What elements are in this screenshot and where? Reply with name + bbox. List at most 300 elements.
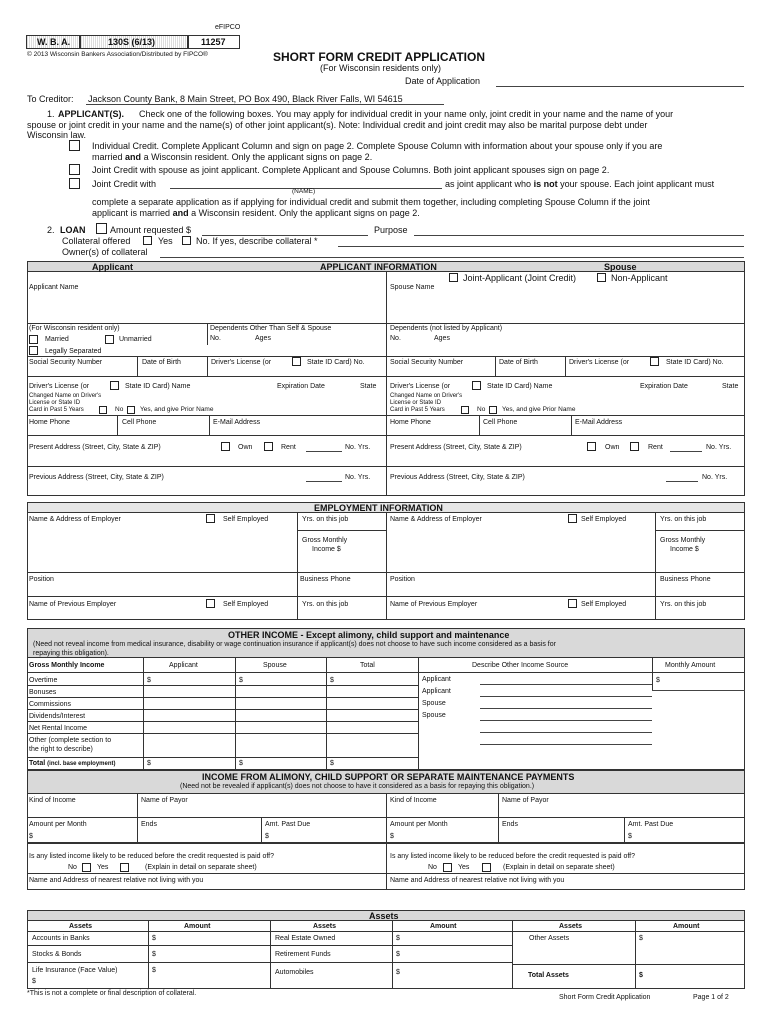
assets-col-head: Assets [313, 923, 336, 930]
row-line [27, 931, 745, 932]
creditor-value: Jackson County Bank, 8 Main Street, PO Box 490, Black River Falls, WI 54615 [88, 94, 403, 104]
sp-self-employed-checkbox[interactable] [568, 514, 577, 523]
col-line [143, 658, 144, 770]
prev-yrs-job-label: Yrs. on this job [302, 601, 349, 608]
asset-dollar: $ [396, 951, 400, 958]
section-num-2: 2. [47, 225, 55, 235]
row-line [27, 572, 745, 573]
rent-label: Rent [281, 444, 296, 451]
employment-band [27, 502, 745, 513]
footer-form-name: Short Form Credit Application [559, 994, 651, 1001]
assets-band [27, 910, 745, 921]
collateral-no-checkbox[interactable] [182, 236, 191, 245]
opt3-b3: your spouse. Each joint applicant must [560, 179, 715, 189]
alimony-dollar: $ [390, 833, 394, 840]
row-line [655, 530, 745, 531]
total-assets-dollar: $ [639, 972, 643, 979]
sp-changed-no-checkbox[interactable] [461, 406, 469, 414]
asset-accounts: Accounts in Banks [32, 935, 90, 942]
applicants-intro: Check one of the following boxes. You may apply for individual credit in your name only, joint credit in your name and the name of your [139, 109, 674, 119]
sp-ends-label: Ends [502, 821, 518, 828]
sp-gross-label-1: Gross Monthly [660, 537, 706, 544]
reduced-yes-checkbox[interactable] [120, 863, 129, 872]
amount-col-head: Amount [673, 923, 700, 930]
sp-kind-label: Kind of Income [390, 797, 437, 804]
amount-requested-checkbox[interactable] [96, 223, 107, 234]
kind-label: Kind of Income [29, 797, 76, 804]
oi-src-field[interactable] [480, 684, 652, 685]
sp-prev-years-label: No. Yrs. [702, 474, 728, 481]
row-line [27, 356, 745, 357]
row-line [27, 873, 745, 874]
sp-state-id-name-label: State ID Card) Name [487, 383, 553, 390]
other-income-header [27, 628, 745, 658]
oi-total-word: Total [29, 760, 46, 767]
oi-src-applicant: Applicant [422, 676, 451, 683]
years-field[interactable] [306, 451, 342, 452]
relative-label: Name and Address of nearest relative not living with you [29, 877, 204, 884]
oi-src-field[interactable] [480, 720, 652, 721]
oi-dollar: $ [147, 760, 151, 767]
sp-yrs-job-label: Yrs. on this job [660, 516, 707, 523]
sp-dob-label: Date of Birth [499, 359, 538, 366]
date-label: Date of Application [405, 76, 481, 86]
collateral-footnote: *This is not a complete or final description of collateral. [27, 990, 197, 997]
oi-total-note: (incl. base employment) [47, 761, 116, 767]
applicants-intro-2: spouse or joint credit in your name and the name(s) of other joint applicant(s). Note: Individual credit and joint credit may also be marital purpose debt under [27, 120, 648, 130]
sp-prev-years-field[interactable] [666, 481, 698, 482]
joint-other-checkbox[interactable] [69, 178, 80, 189]
opt3-d2: and [172, 208, 189, 218]
changed-name-2: License or State ID [29, 400, 81, 406]
changed-name-1: Changed Name on Driver's [29, 393, 102, 399]
asset-automobiles: Automobiles [275, 969, 314, 976]
joint-applicant-checkbox[interactable] [449, 273, 458, 282]
row-line [27, 672, 745, 673]
applicant-name-label: Applicant Name [29, 284, 79, 291]
applicants-heading: APPLICANT(S). [58, 109, 124, 119]
opt-individual-2 [92, 153, 372, 162]
sp-relative-label: Name and Address of nearest relative not living with you [390, 877, 565, 884]
employer-label: Name & Address of Employer [29, 516, 121, 523]
oi-src-spouse: Spouse [422, 712, 446, 719]
yrs-job-label: Yrs. on this job [302, 516, 349, 523]
col-line [137, 794, 138, 842]
sp-payor-label: Name of Payor [502, 797, 549, 804]
code-box [188, 35, 240, 49]
purpose-label: Purpose [374, 225, 408, 235]
oi-monthly-head: Monthly Amount [665, 662, 716, 669]
row-line [27, 323, 745, 324]
prev-self-employed-label: Self Employed [223, 601, 269, 608]
collateral-yes-checkbox[interactable] [143, 236, 152, 245]
sp-previous-address-label: Previous Address (Street, City, State & ZIP) [390, 474, 525, 481]
oi-total-head: Total [360, 662, 375, 669]
dependents-no: No. [210, 335, 221, 342]
oi-src-field[interactable] [480, 744, 652, 745]
state-id-name-label: State ID Card) Name [125, 383, 191, 390]
sp-home-phone-label: Home Phone [390, 419, 431, 426]
oi-src-field[interactable] [480, 708, 652, 709]
dependents-label: Dependents Other Than Self & Spouse [210, 325, 332, 332]
own-label: Own [238, 444, 253, 451]
row-line [27, 697, 418, 698]
alimony-dollar: $ [628, 833, 632, 840]
amt-month-label: Amount per Month [29, 821, 87, 828]
legally-separated-label: Legally Separated [45, 348, 102, 355]
form-title: SHORT FORM CREDIT APPLICATION [273, 50, 485, 64]
prev-years-field[interactable] [306, 481, 342, 482]
asset-retirement: Retirement Funds [275, 951, 331, 958]
reduced-label: Is any listed income likely to be reduced before the credit requested is paid off? [29, 853, 275, 860]
self-employed-checkbox[interactable] [206, 514, 215, 523]
sp-past-due-label: Amt. Past Due [628, 821, 674, 828]
married-checkbox[interactable] [29, 335, 38, 344]
purpose-field[interactable] [414, 235, 744, 236]
col-line [652, 658, 653, 690]
prev-self-employed-checkbox[interactable] [206, 599, 215, 608]
opt-individual: Individual Credit. Complete Applicant Column and sign on page 2. Complete Spouse Column with information about your spouse only if you are [92, 141, 663, 151]
sp-changed-name-3: Card in Past 5 Years [390, 407, 445, 413]
sp-business-phone-label: Business Phone [660, 576, 711, 583]
oi-monthly-line [652, 690, 745, 691]
unmarried-checkbox[interactable] [105, 335, 114, 344]
sp-reduced-no-checkbox[interactable] [443, 863, 452, 872]
applicant-info-band [27, 261, 745, 272]
opt3-d1: applicant is married [92, 208, 171, 218]
asset-dollar: $ [396, 969, 400, 976]
creditor-label: To Creditor: [27, 94, 74, 104]
asset-dollar: $ [639, 935, 643, 942]
ends-label: Ends [141, 821, 157, 828]
row-line [27, 817, 745, 818]
sp-prev-yrs-job-label: Yrs. on this job [660, 601, 707, 608]
row-line [27, 709, 418, 710]
sp-reduced-yes-checkbox[interactable] [482, 863, 491, 872]
sp-dl-state-id-checkbox[interactable] [650, 357, 659, 366]
asset-dollar: $ [152, 967, 156, 974]
alimony-note: (Need not be revealed if applicant(s) does not choose to have it considered as a basis for repaying this obligation.) [180, 783, 535, 790]
asset-dollar: $ [396, 935, 400, 942]
amount-col-head: Amount [430, 923, 457, 930]
opt-joint-other-c: complete a separate application as if applying for individual credit and submit them together, including completing Spouse Column if the joint [92, 197, 650, 207]
assets-title: Assets [369, 911, 399, 921]
alimony-header [27, 770, 745, 794]
sp-dependents-label: Dependents (not listed by Applicant) [390, 325, 503, 332]
changed-yes-label: Yes, and give Prior Name [140, 406, 214, 413]
sp-gross-label-2: Income $ [670, 546, 699, 553]
past-due-label: Amt. Past Due [265, 821, 311, 828]
sp-state-label: State [722, 383, 739, 390]
collateral-label: Collateral offered [62, 236, 131, 246]
sp-dl-label: Driver's License (or [569, 359, 630, 366]
col-line [137, 356, 138, 376]
unmarried-label: Unmarried [119, 336, 152, 343]
individual-credit-checkbox[interactable] [69, 140, 80, 151]
rent-checkbox[interactable] [264, 442, 273, 451]
other-income-title: OTHER INCOME - Except alimony, child support and maintenance [228, 630, 510, 640]
creditor-line [86, 104, 444, 105]
sp-state-id-label: State ID Card) No. [666, 359, 724, 366]
form-subtitle: (For Wisconsin residents only) [320, 63, 442, 73]
opt-joint-other-b [445, 180, 714, 189]
sp-dl2-checkbox[interactable] [472, 381, 481, 390]
own-checkbox[interactable] [221, 442, 230, 451]
col-line [565, 356, 566, 376]
oi-spouse-head: Spouse [263, 662, 287, 669]
row-line [512, 964, 745, 965]
state-id-label: State ID Card) No. [307, 359, 365, 366]
spouse-col-head: Spouse [604, 262, 637, 272]
sp-years-field[interactable] [670, 451, 702, 452]
sp-changed-name-2: License or State ID [390, 400, 442, 406]
self-employed-label: Self Employed [223, 516, 269, 523]
opt1-and: and [125, 152, 142, 162]
col-line [207, 356, 208, 376]
explain-label: (Explain in detail on separate sheet) [145, 864, 257, 871]
opt-joint-spouse: Joint Credit with spouse as joint applicant. Complete Applicant and Spouse Columns. Both joint applicant spouses sign on page 2. [92, 165, 610, 175]
oi-applicant-head: Applicant [169, 662, 198, 669]
prev-employer-label: Name of Previous Employer [29, 601, 117, 608]
asset-other: Other Assets [529, 935, 570, 942]
sp-explain-label: (Explain in detail on separate sheet) [503, 864, 615, 871]
gross-label-2: Income $ [312, 546, 341, 553]
sp-prev-employer-label: Name of Previous Employer [390, 601, 478, 608]
oi-dollar: $ [330, 677, 334, 684]
oi-src-field[interactable] [480, 696, 652, 697]
form-number-box [80, 35, 188, 49]
sp-rent-label: Rent [648, 444, 663, 451]
reduced-no: No [68, 864, 77, 871]
sp-dl2-label: Driver's License (or [390, 383, 451, 390]
total-assets-label: Total Assets [528, 972, 569, 979]
oi-dollar: $ [147, 677, 151, 684]
row-line [27, 596, 745, 597]
opt3-b1: as joint applicant who [445, 179, 532, 189]
ssn-label: Social Security Number [29, 359, 103, 366]
col-line [117, 415, 118, 435]
business-phone-label: Business Phone [300, 576, 351, 583]
opt-joint-other-d [92, 209, 420, 218]
sp-dependents-ages: Ages [434, 335, 450, 342]
non-applicant-label: Non-Applicant [611, 273, 668, 283]
collateral-no: No. If yes, describe collateral * [196, 236, 318, 246]
oi-row-other-1: Other (complete section to [29, 737, 112, 744]
sp-own-label: Own [605, 444, 620, 451]
assets-col-head: Assets [559, 923, 582, 930]
row-line [27, 685, 418, 686]
oi-row-commissions: Commissions [29, 701, 72, 708]
state-label: State [360, 383, 377, 390]
asset-real-estate: Real Estate Owned [275, 935, 336, 942]
row-line [27, 435, 745, 436]
col-line [498, 794, 499, 842]
reduced-no-checkbox[interactable] [82, 863, 91, 872]
opt1-married: married [92, 152, 123, 162]
sp-position-label: Position [390, 576, 415, 583]
asset-dollar: $ [152, 951, 156, 958]
form-number: 130S (6/13) [108, 37, 156, 47]
row-line [27, 721, 418, 722]
changed-no-label: No [115, 406, 124, 413]
efipco-mark: eFIPCO [215, 24, 241, 31]
sp-rent-checkbox[interactable] [630, 442, 639, 451]
sp-changed-no-label: No [477, 406, 486, 413]
spouse-name-label: Spouse Name [390, 284, 435, 291]
dl-label: Driver's License (or [211, 359, 272, 366]
sp-expiration-label: Expiration Date [640, 383, 688, 390]
sp-present-address-label: Present Address (Street, City, State & ZIP) [390, 444, 522, 451]
col-line [261, 817, 262, 842]
col-line [624, 817, 625, 842]
col-line [418, 658, 419, 770]
applicants-intro-3: Wisconsin law. [27, 130, 87, 140]
oi-src-applicant: Applicant [422, 688, 451, 695]
applicant-info-title: APPLICANT INFORMATION [320, 262, 437, 272]
sp-years-label: No. Yrs. [706, 444, 732, 451]
present-address-label: Present Address (Street, City, State & ZIP) [29, 444, 161, 451]
gross-label-1: Gross Monthly [302, 537, 348, 544]
cell-phone-label: Cell Phone [122, 419, 157, 426]
previous-address-label: Previous Address (Street, City, State & ZIP) [29, 474, 164, 481]
row-line [27, 962, 512, 963]
changed-yes-checkbox[interactable] [127, 406, 135, 414]
owners-label: Owner(s) of collateral [62, 247, 148, 257]
legally-separated-checkbox[interactable] [29, 346, 38, 355]
oi-src-spouse: Spouse [422, 700, 446, 707]
amount-col-head: Amount [184, 923, 211, 930]
oi-row-dividends: Dividends/Interest [29, 713, 86, 720]
alimony-title: INCOME FROM ALIMONY, CHILD SUPPORT OR SEPARATE MAINTENANCE PAYMENTS [202, 772, 575, 782]
oi-describe-head: Describe Other Income Source [472, 662, 569, 669]
wba-box [26, 35, 80, 49]
oi-row-total [29, 760, 116, 767]
row-line [27, 415, 745, 416]
dl2-checkbox[interactable] [110, 381, 119, 390]
dl2-label: Driver's License (or [29, 383, 90, 390]
row-line [27, 757, 418, 758]
non-applicant-checkbox[interactable] [597, 273, 606, 282]
row-line [27, 842, 745, 844]
years-label: No. Yrs. [345, 444, 371, 451]
reduced-yes: Yes [97, 864, 109, 871]
sp-own-checkbox[interactable] [587, 442, 596, 451]
oi-src-field[interactable] [480, 732, 652, 733]
date-field[interactable] [496, 86, 744, 87]
row-line [297, 530, 386, 531]
col-line [495, 356, 496, 376]
dl-state-id-checkbox[interactable] [292, 357, 301, 366]
row-line [27, 945, 512, 946]
copyright: © 2013 Wisconsin Bankers Association/Distributed by FIPCO® [27, 51, 208, 58]
sp-changed-yes-label: Yes, and give Prior Name [502, 406, 576, 413]
sp-amt-month-label: Amount per Month [390, 821, 448, 828]
applicant-col-head: Applicant [92, 262, 134, 272]
other-income-table [27, 658, 745, 770]
sp-reduced-label: Is any listed income likely to be reduced before the credit requested is paid off? [390, 853, 636, 860]
col-line [326, 658, 327, 770]
col-line [571, 415, 572, 435]
sp-employer-label: Name & Address of Employer [390, 516, 482, 523]
employment-title: EMPLOYMENT INFORMATION [314, 503, 443, 513]
sp-ssn-label: Social Security Number [390, 359, 464, 366]
other-income-note-2: repaying this obligation). [33, 650, 109, 657]
asset-dollar: $ [152, 935, 156, 942]
opt3-d3: a Wisconsin resident. Only the applicant signs on page 2. [191, 208, 420, 218]
dependents-ages: Ages [255, 335, 271, 342]
loan-heading: LOAN [60, 225, 86, 235]
oi-dollar: $ [239, 760, 243, 767]
amount-requested-label: Amount requested $ [110, 225, 192, 235]
sp-prev-self-employed-label: Self Employed [581, 601, 627, 608]
opt1-rest: a Wisconsin resident. Only the applicant signs on page 2. [143, 152, 373, 162]
oi-row-rental: Net Rental Income [29, 725, 87, 732]
section-num-1: 1. [47, 109, 55, 119]
dob-label: Date of Birth [142, 359, 181, 366]
name-caption: (NAME) [292, 188, 316, 195]
oi-row-other-2: the right to describe) [29, 746, 93, 753]
assets-col-head: Assets [69, 923, 92, 930]
col-line [235, 658, 236, 770]
expiration-label: Expiration Date [277, 383, 325, 390]
sp-reduced-yes: Yes [458, 864, 470, 871]
oi-row-bonuses: Bonuses [29, 689, 57, 696]
sp-prev-self-employed-checkbox[interactable] [568, 599, 577, 608]
alimony-dollar: $ [29, 833, 33, 840]
changed-no-checkbox[interactable] [99, 406, 107, 414]
col-line [479, 415, 480, 435]
married-label: Married [45, 336, 69, 343]
payor-label: Name of Payor [141, 797, 188, 804]
row-line [27, 376, 745, 377]
opt-joint-other: Joint Credit with [92, 179, 157, 189]
oi-row-overtime: Overtime [29, 677, 58, 684]
wi-resident-label: (For Wisconsin resident only) [29, 325, 120, 332]
oi-dollar: $ [239, 677, 243, 684]
position-label: Position [29, 576, 54, 583]
asset-stocks: Stocks & Bonds [32, 951, 82, 958]
col-line [207, 323, 208, 345]
center-divider [386, 272, 387, 496]
sp-email-label: E-Mail Address [575, 419, 623, 426]
footer-page: Page 1 of 2 [693, 994, 729, 1001]
collateral-yes: Yes [158, 236, 173, 246]
other-income-note-1: (Need not reveal income from medical insurance, disability or wage continuation insurance if applicant(s) does not choose to have such income considered as a basis for [33, 641, 556, 648]
asset-life-insurance: Life Insurance (Face Value) [32, 967, 118, 974]
joint-spouse-checkbox[interactable] [69, 164, 80, 175]
sp-changed-yes-checkbox[interactable] [489, 406, 497, 414]
wba-label: W. B. A. [37, 37, 71, 47]
sp-changed-name-1: Changed Name on Driver's [390, 393, 463, 399]
owners-field[interactable] [160, 257, 744, 258]
col-line [209, 415, 210, 435]
sp-dependents-no: No. [390, 335, 401, 342]
collateral-field[interactable] [338, 246, 744, 247]
sp-cell-phone-label: Cell Phone [483, 419, 518, 426]
alimony-dollar: $ [265, 833, 269, 840]
oi-dollar: $ [656, 677, 660, 684]
sp-self-employed-label: Self Employed [581, 516, 627, 523]
oi-dollar: $ [330, 760, 334, 767]
prev-years-label: No. Yrs. [345, 474, 371, 481]
home-phone-label: Home Phone [29, 419, 70, 426]
row-line [27, 733, 418, 734]
joint-applicant-label: Joint-Applicant (Joint Credit) [463, 273, 577, 283]
opt3-b2: is not [533, 179, 558, 189]
gross-income-head: Gross Monthly Income [29, 662, 105, 669]
center-divider [386, 513, 387, 620]
changed-name-3: Card in Past 5 Years [29, 407, 84, 413]
